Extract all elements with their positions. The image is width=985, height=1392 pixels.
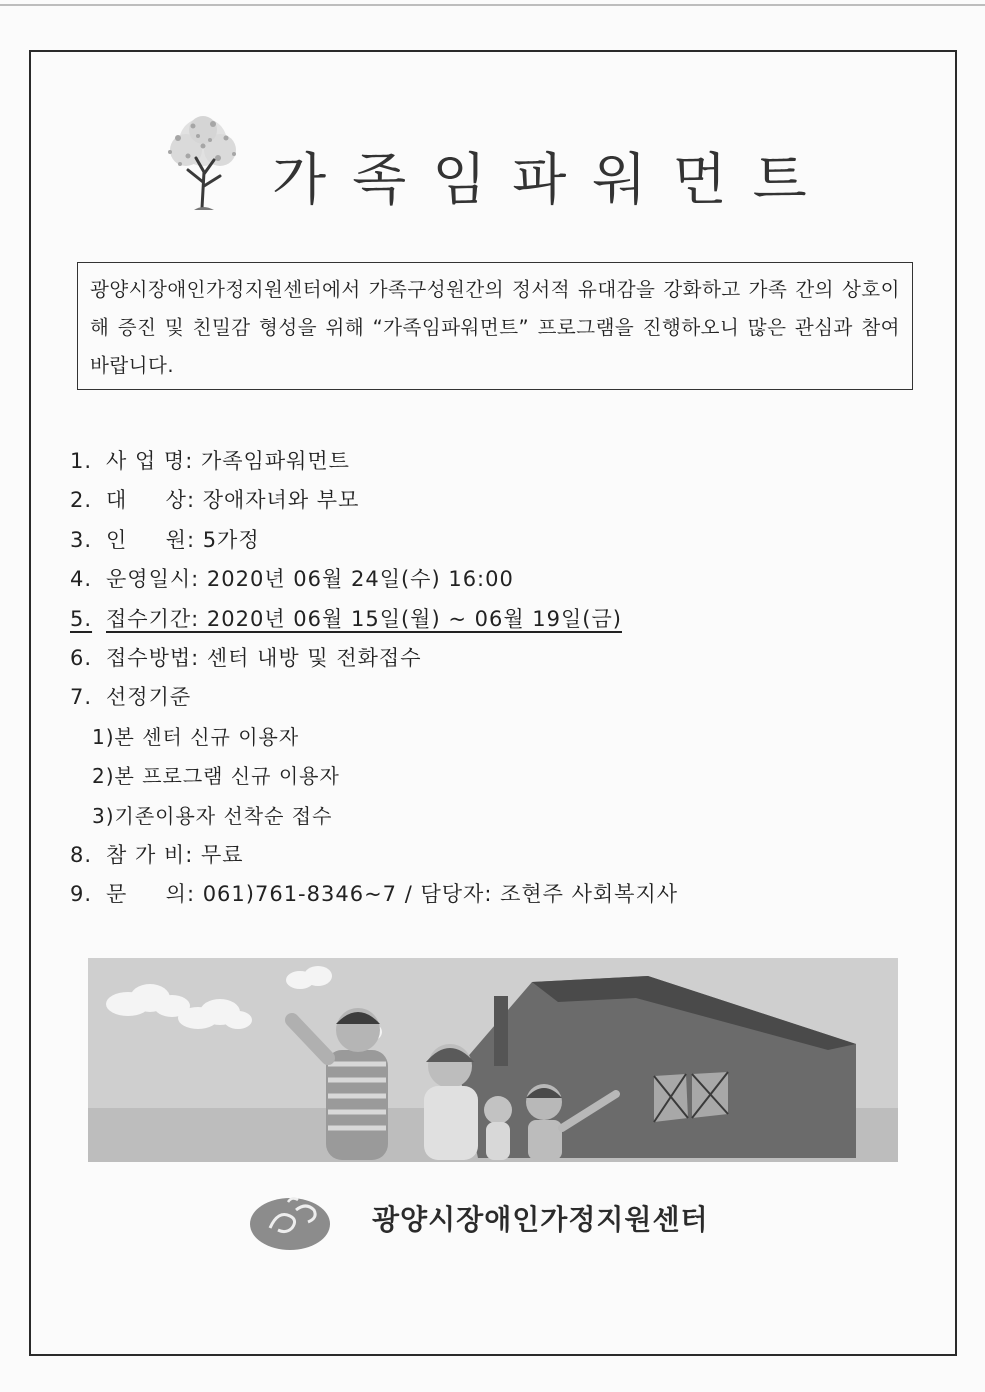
- item-number: 1.: [70, 449, 93, 473]
- list-item-contact: [70, 875, 930, 914]
- item-text: 인 원: 5가정: [106, 527, 260, 552]
- list-item-fee: [70, 836, 930, 875]
- info-list: [70, 442, 930, 915]
- item-text: 사 업 명: 가족임파워먼트: [106, 449, 350, 473]
- item-text: 대 상: 장애자녀와 부모: [106, 488, 360, 513]
- item-number: 2.: [70, 488, 93, 513]
- item-number: 7.: [70, 685, 93, 710]
- tree-icon: [158, 112, 248, 216]
- list-item-registration-period: [70, 600, 930, 639]
- item-text: 선정기준: [106, 685, 192, 710]
- list-subitem: 3)기존이용자 선착순 접수: [92, 803, 333, 828]
- list-item-schedule: [70, 560, 930, 599]
- list-item-registration-method: [70, 639, 930, 678]
- item-text: 접수기간: 2020년 06월 15일(월) ~ 06월 19일(금): [106, 606, 622, 631]
- item-text: 운영일시: 2020년 06월 24일(수) 16:00: [106, 567, 514, 592]
- scan-top-line: [0, 4, 985, 6]
- item-number: 5.: [70, 606, 93, 631]
- footer-organization: 광양시장애인가정지원센터: [372, 1203, 709, 1236]
- list-item-name: [70, 442, 930, 481]
- item-text: 접수방법: 센터 내방 및 전화접수: [106, 645, 422, 670]
- item-number: 8.: [70, 842, 93, 867]
- list-item-target: [70, 481, 930, 520]
- family-house-illustration: [88, 958, 898, 1162]
- item-number: 6.: [70, 645, 93, 670]
- list-subitem: 2)본 프로그램 신규 이용자: [92, 764, 340, 789]
- item-number: 9.: [70, 882, 93, 907]
- list-item-criteria: [70, 678, 930, 717]
- intro-text: 광양시장애인가정지원센터에서 가족구성원간의 정서적 유대감을 강화하고 가족 간의 상호이해 증진 및 친밀감 형성을 위해 “가족임파워먼트” 프로그램을 진행하오니 많은 관심과 참여바랍니다.: [90, 278, 900, 377]
- intro-box: [77, 262, 913, 390]
- list-item-count: [70, 521, 930, 560]
- item-text: 문 의: 061)761-8346~7 / 담당자: 조현주 사회복지사: [106, 882, 679, 907]
- page-title: 가족임파워먼트: [272, 148, 833, 213]
- list-subitem: 1)본 센터 신규 이용자: [92, 724, 300, 749]
- item-number: 3.: [70, 527, 93, 552]
- item-number: 4.: [70, 567, 93, 592]
- center-logo-icon: [248, 1188, 332, 1252]
- item-text: 참 가 비: 무료: [106, 842, 244, 867]
